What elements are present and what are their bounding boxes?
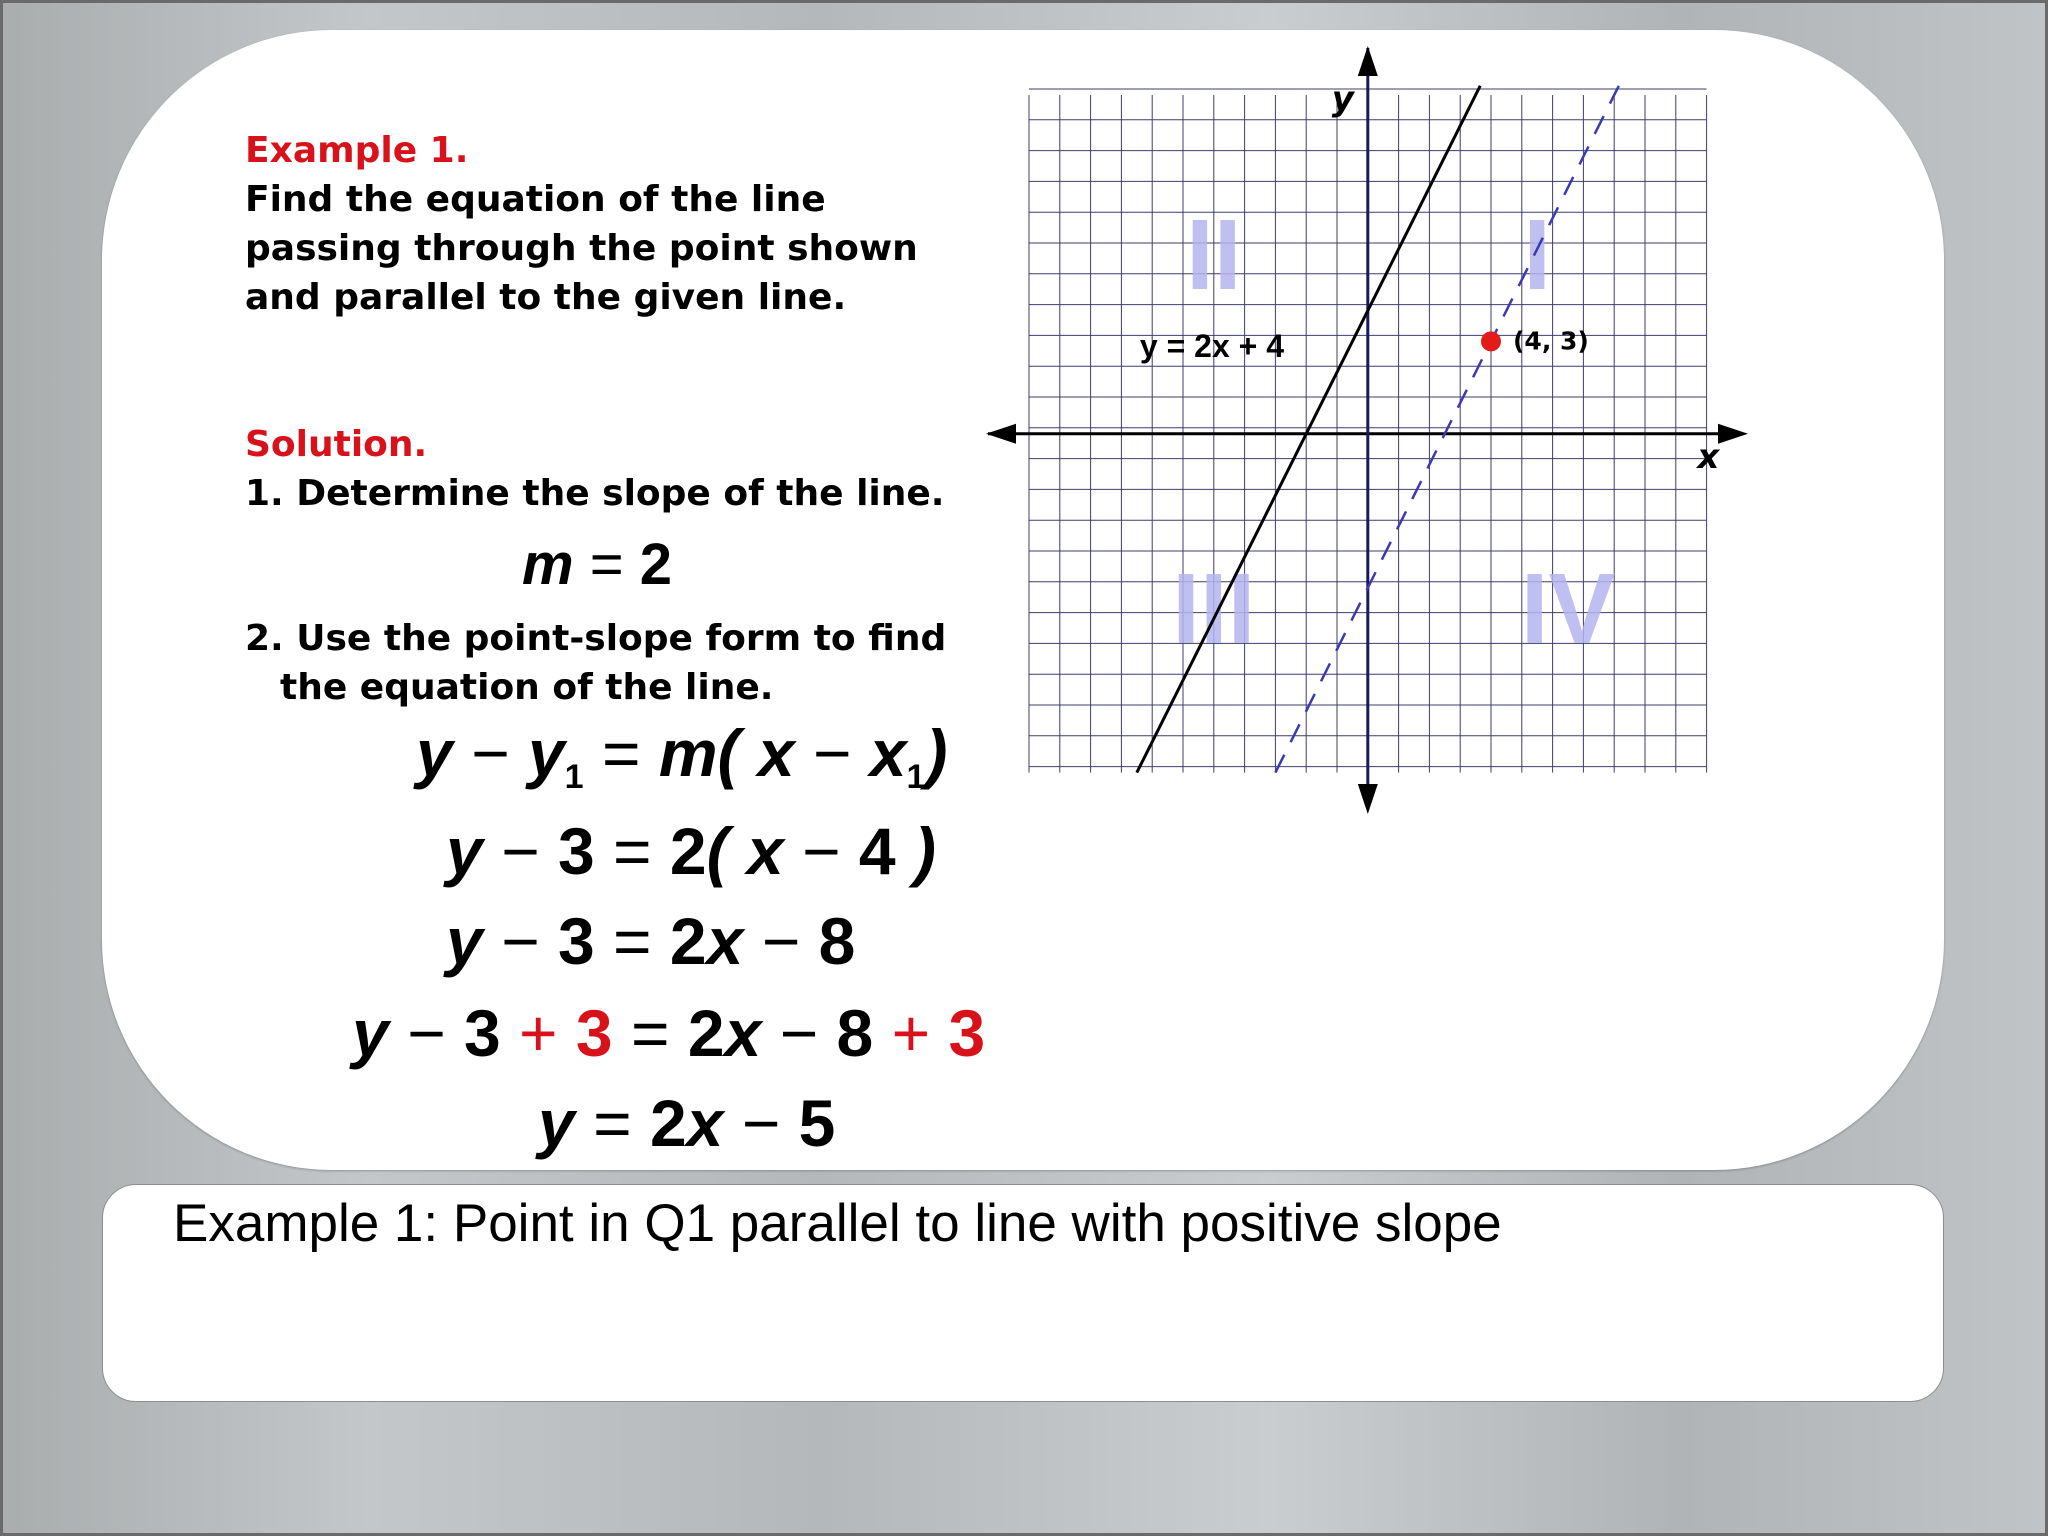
x-axis-arrow-right-icon	[1718, 424, 1748, 444]
y-axis-label: y	[1331, 79, 1354, 119]
eq5-two: 2	[649, 1086, 687, 1160]
eq1-sub-1: 1	[564, 758, 584, 796]
eq1-y1: y	[527, 716, 565, 790]
eq2-open-paren: (	[706, 814, 729, 888]
eq1-close-paren: )	[925, 716, 948, 790]
eq4-red-three-1: 3	[575, 996, 613, 1070]
coordinate-graph	[980, 40, 1760, 830]
eq3-three: 3	[557, 904, 595, 978]
y-axis-arrow-down-icon	[1358, 784, 1378, 814]
eq5-minus: −	[741, 1086, 781, 1160]
quadrant-label-iv: IV	[1520, 553, 1616, 666]
given-point-marker	[1481, 331, 1501, 351]
slope-var: m	[522, 532, 574, 597]
eq2-equals: =	[613, 814, 652, 888]
quadrant-labels	[1172, 199, 1615, 665]
eq4-eight: 8	[836, 996, 874, 1070]
eq2-close-paren: )	[913, 814, 936, 888]
eq2-three: 3	[557, 814, 595, 888]
eq3-minus: −	[501, 904, 540, 978]
eq1-minus-2: −	[812, 716, 852, 790]
point-label: (4, 3)	[1513, 326, 1589, 356]
slope-value: 2	[639, 532, 672, 597]
given-line	[1137, 86, 1480, 773]
eq4-red-three-2: 3	[948, 996, 986, 1070]
eq2-minus: −	[501, 814, 540, 888]
eq5-five: 5	[798, 1086, 836, 1160]
eq2-y: y	[446, 814, 483, 888]
quadrant-label-i: I	[1523, 199, 1552, 311]
eq3-two: 2	[669, 904, 707, 978]
equation-point-slope-form	[416, 716, 948, 796]
eq4-two: 2	[687, 996, 725, 1070]
eq4-equals: =	[630, 996, 670, 1070]
quadrant-label-iii: III	[1172, 553, 1256, 666]
solution-step-1: 1. Determine the slope of the line.	[245, 473, 945, 514]
x-axis-arrow-left-icon	[986, 424, 1016, 444]
y-axis-arrow-up-icon	[1358, 46, 1378, 76]
equation-distributed	[446, 904, 856, 978]
caption-text: Example 1: Point in Q1 parallel to line with positive slope	[173, 1194, 1502, 1253]
eq1-x: x	[757, 716, 795, 790]
eq5-y: y	[538, 1086, 575, 1160]
eq1-m: m	[658, 716, 718, 790]
given-line-label: y = 2x + 4	[1139, 327, 1285, 364]
eq3-minus-2: −	[761, 904, 801, 978]
eq2-two: 2	[669, 814, 707, 888]
eq1-y: y	[416, 716, 453, 790]
parallel-line-dashed	[1275, 86, 1618, 773]
eq4-plus-2: +	[891, 996, 931, 1070]
series-lines	[1137, 86, 1619, 773]
solution-heading: Solution.	[245, 424, 428, 465]
slope-equation	[522, 532, 672, 597]
eq2-minus-2: −	[802, 814, 841, 888]
problem-line-3: and parallel to the given line.	[245, 277, 847, 318]
eq2-four: 4	[858, 814, 896, 888]
eq1-equals: =	[601, 716, 641, 790]
problem-line-1: Find the equation of the line	[245, 179, 826, 220]
equation-substituted	[446, 814, 936, 888]
eq1-open-paren: (	[717, 716, 740, 790]
eq3-eight: 8	[818, 904, 856, 978]
x-axis-label: x	[1697, 436, 1720, 477]
eq4-three: 3	[463, 996, 501, 1070]
eq4-x: x	[724, 996, 762, 1070]
solution-step-2-line-1: 2. Use the point-slope form to find	[245, 618, 947, 659]
example-heading: Example 1.	[245, 130, 469, 171]
caption-box	[102, 1184, 1944, 1402]
equation-add-three	[352, 996, 986, 1070]
slope-equals: =	[589, 532, 624, 597]
eq4-y: y	[352, 996, 389, 1070]
eq1-minus: −	[471, 716, 510, 790]
eq1-sub-2: 1	[906, 758, 926, 796]
solution-step-2-line-2: the equation of the line.	[280, 667, 774, 708]
quadrant-label-ii: II	[1186, 199, 1242, 311]
eq4-minus: −	[407, 996, 446, 1070]
eq3-y: y	[446, 904, 483, 978]
eq3-equals: =	[613, 904, 652, 978]
eq1-x1: x	[869, 716, 907, 790]
eq4-plus-1: +	[519, 996, 558, 1070]
problem-line-2: passing through the point shown	[245, 228, 918, 269]
equation-final	[538, 1086, 836, 1160]
eq5-x: x	[686, 1086, 724, 1160]
eq4-minus-2: −	[779, 996, 819, 1070]
eq2-x: x	[746, 814, 784, 888]
eq3-x: x	[706, 904, 744, 978]
eq5-equals: =	[593, 1086, 632, 1160]
